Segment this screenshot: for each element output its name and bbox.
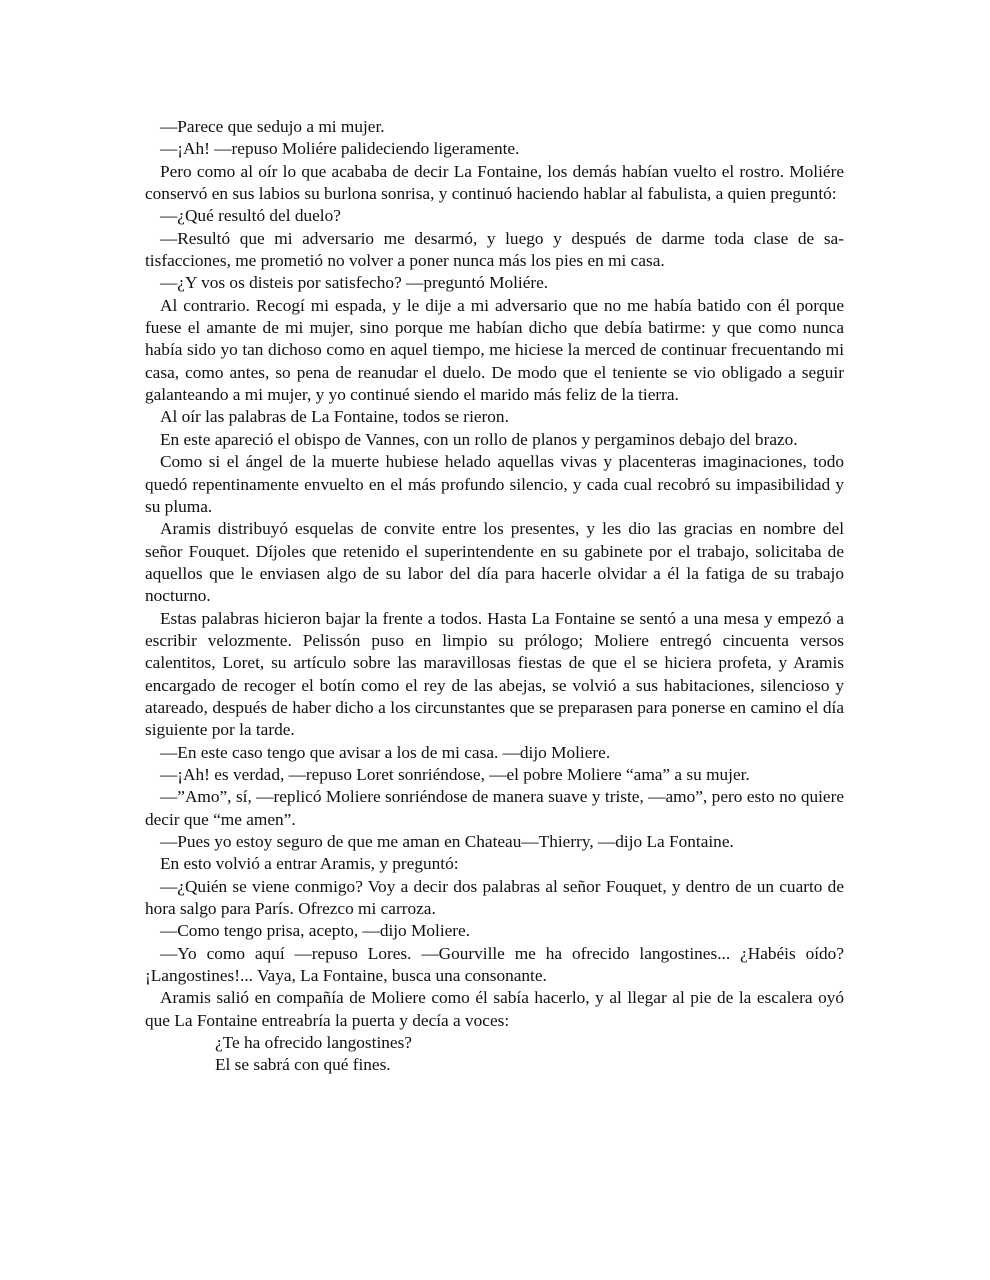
paragraph: —Pues yo estoy seguro de que me aman en Chateau—Thierry, —dijo La Fontaine. bbox=[160, 832, 734, 851]
verse-line: El se sabrá con qué fines. bbox=[215, 1055, 391, 1075]
page-body bbox=[145, 116, 844, 1077]
paragraph: —Yo como aquí —repuso Lores. —Gourville me ha ofrecido langostines... ¿Habéis oído? ¡Langostines!... Vaya, La Fontaine, busca una consonante. bbox=[145, 943, 844, 986]
paragraph: —¿Qué resultó del duelo? bbox=[160, 206, 341, 226]
paragraph: —Resultó que mi adversario me desarmó, y luego y después de darme toda clase de satisfacciones, me prometió no volver a poner nunca más los pies en mi casa. bbox=[145, 228, 844, 271]
paragraph: —¡Ah! —repuso Moliére palideciendo ligeramente. bbox=[160, 139, 520, 159]
paragraph: —En este caso tengo que avisar a los de mi casa. —dijo Moliere. bbox=[160, 742, 611, 762]
paragraph: Como si el ángel de la muerte hubiese helado aquellas vivas y placenteras imaginaciones, todo quedó repentinamente envuelto en el más profundo silencio, y cada cual recobró su impasibilidad y su pluma. bbox=[145, 452, 844, 516]
paragraph: En esto volvió a entrar Aramis, y preguntó: bbox=[160, 854, 459, 874]
paragraph: En este apareció el obispo de Vannes, con un rollo de planos y pergaminos debajo del brazo. bbox=[160, 429, 798, 449]
paragraph: —Como tengo prisa, acepto, —dijo Moliere. bbox=[160, 921, 471, 941]
paragraph: —¿Y vos os disteis por satisfecho? —preguntó Moliére. bbox=[160, 273, 549, 293]
paragraph: —¿Quién se viene conmigo? Voy a decir dos palabras al señor Fouquet, y dentro de un cuarto de hora salgo para París. Ofrezco mi carroza. bbox=[145, 876, 844, 919]
verse-line: ¿Te ha ofrecido langostines? bbox=[215, 1033, 412, 1053]
paragraph: Estas palabras hicieron bajar la frente a todos. Hasta La Fontaine se sentó a una mesa y empezó a escribir velozmente. Pelissón puso en limpio su prólogo; Moliere entregó cincuenta versos calentitos, Loret, su artículo sobre las maravillosas fiestas de que el se hiciera profeta, y Aramis encargado de recoger el botín como el rey de las abejas, se volvió a sus habitaciones, silencioso y atareado, después de haber dicho a los circunstantes que se preparasen para ponerse en camino el día siguiente por la tarde. bbox=[145, 608, 844, 740]
paragraph: Aramis distribuyó esquelas de convite entre los presentes, y les dio las gracias en nombre del señor Fouquet. Díjoles que retenido el superintendente en su gabinete por el trabajo, solicitaba de aquellos que le enviasen algo de su labor del día para hacerle olvidar a él la fatiga de su trabajo nocturno. bbox=[145, 519, 844, 606]
paragraph: —Parece que sedujo a mi mujer. bbox=[160, 117, 385, 136]
paragraph: Aramis salió en compañía de Moliere como él sabía hacerlo, y al llegar al pie de la escalera oyó que La Fontaine entreabría la puerta y decía a voces: bbox=[145, 988, 844, 1030]
paragraph: —”Amo”, sí, —replicó Moliere sonriéndose de manera suave y triste, —amo”, pero esto no quiere decir que “me amen”. bbox=[145, 787, 844, 829]
paragraph: Al oír las palabras de La Fontaine, todos se rieron. bbox=[160, 407, 509, 427]
paragraph: Al contrario. Recogí mi espada, y le dije a mi adversario que no me había batido con él porque fuese el amante de mi mujer, sino porque me habían dicho que debía batirme: y que como nunca había sido yo tan dichoso como en aquel tiempo, me hiciese la merced de continuar frecuentando mi casa, como antes, so pena de reanudar el duelo. De modo que el teniente se vio obligado a seguir galanteando a mi mujer, y yo continué siendo el marido más feliz de la tierra. bbox=[145, 295, 844, 405]
paragraph: Pero como al oír lo que acababa de decir La Fontaine, los demás habían vuelto el rostro. Moliére conservó en sus labios su burlona sonrisa, y continuó haciendo hablar al fabulista, a quien preguntó: bbox=[145, 161, 844, 204]
paragraph: —¡Ah! es verdad, —repuso Loret sonriéndose, —el pobre Moliere “ama” a su mujer. bbox=[160, 764, 750, 784]
